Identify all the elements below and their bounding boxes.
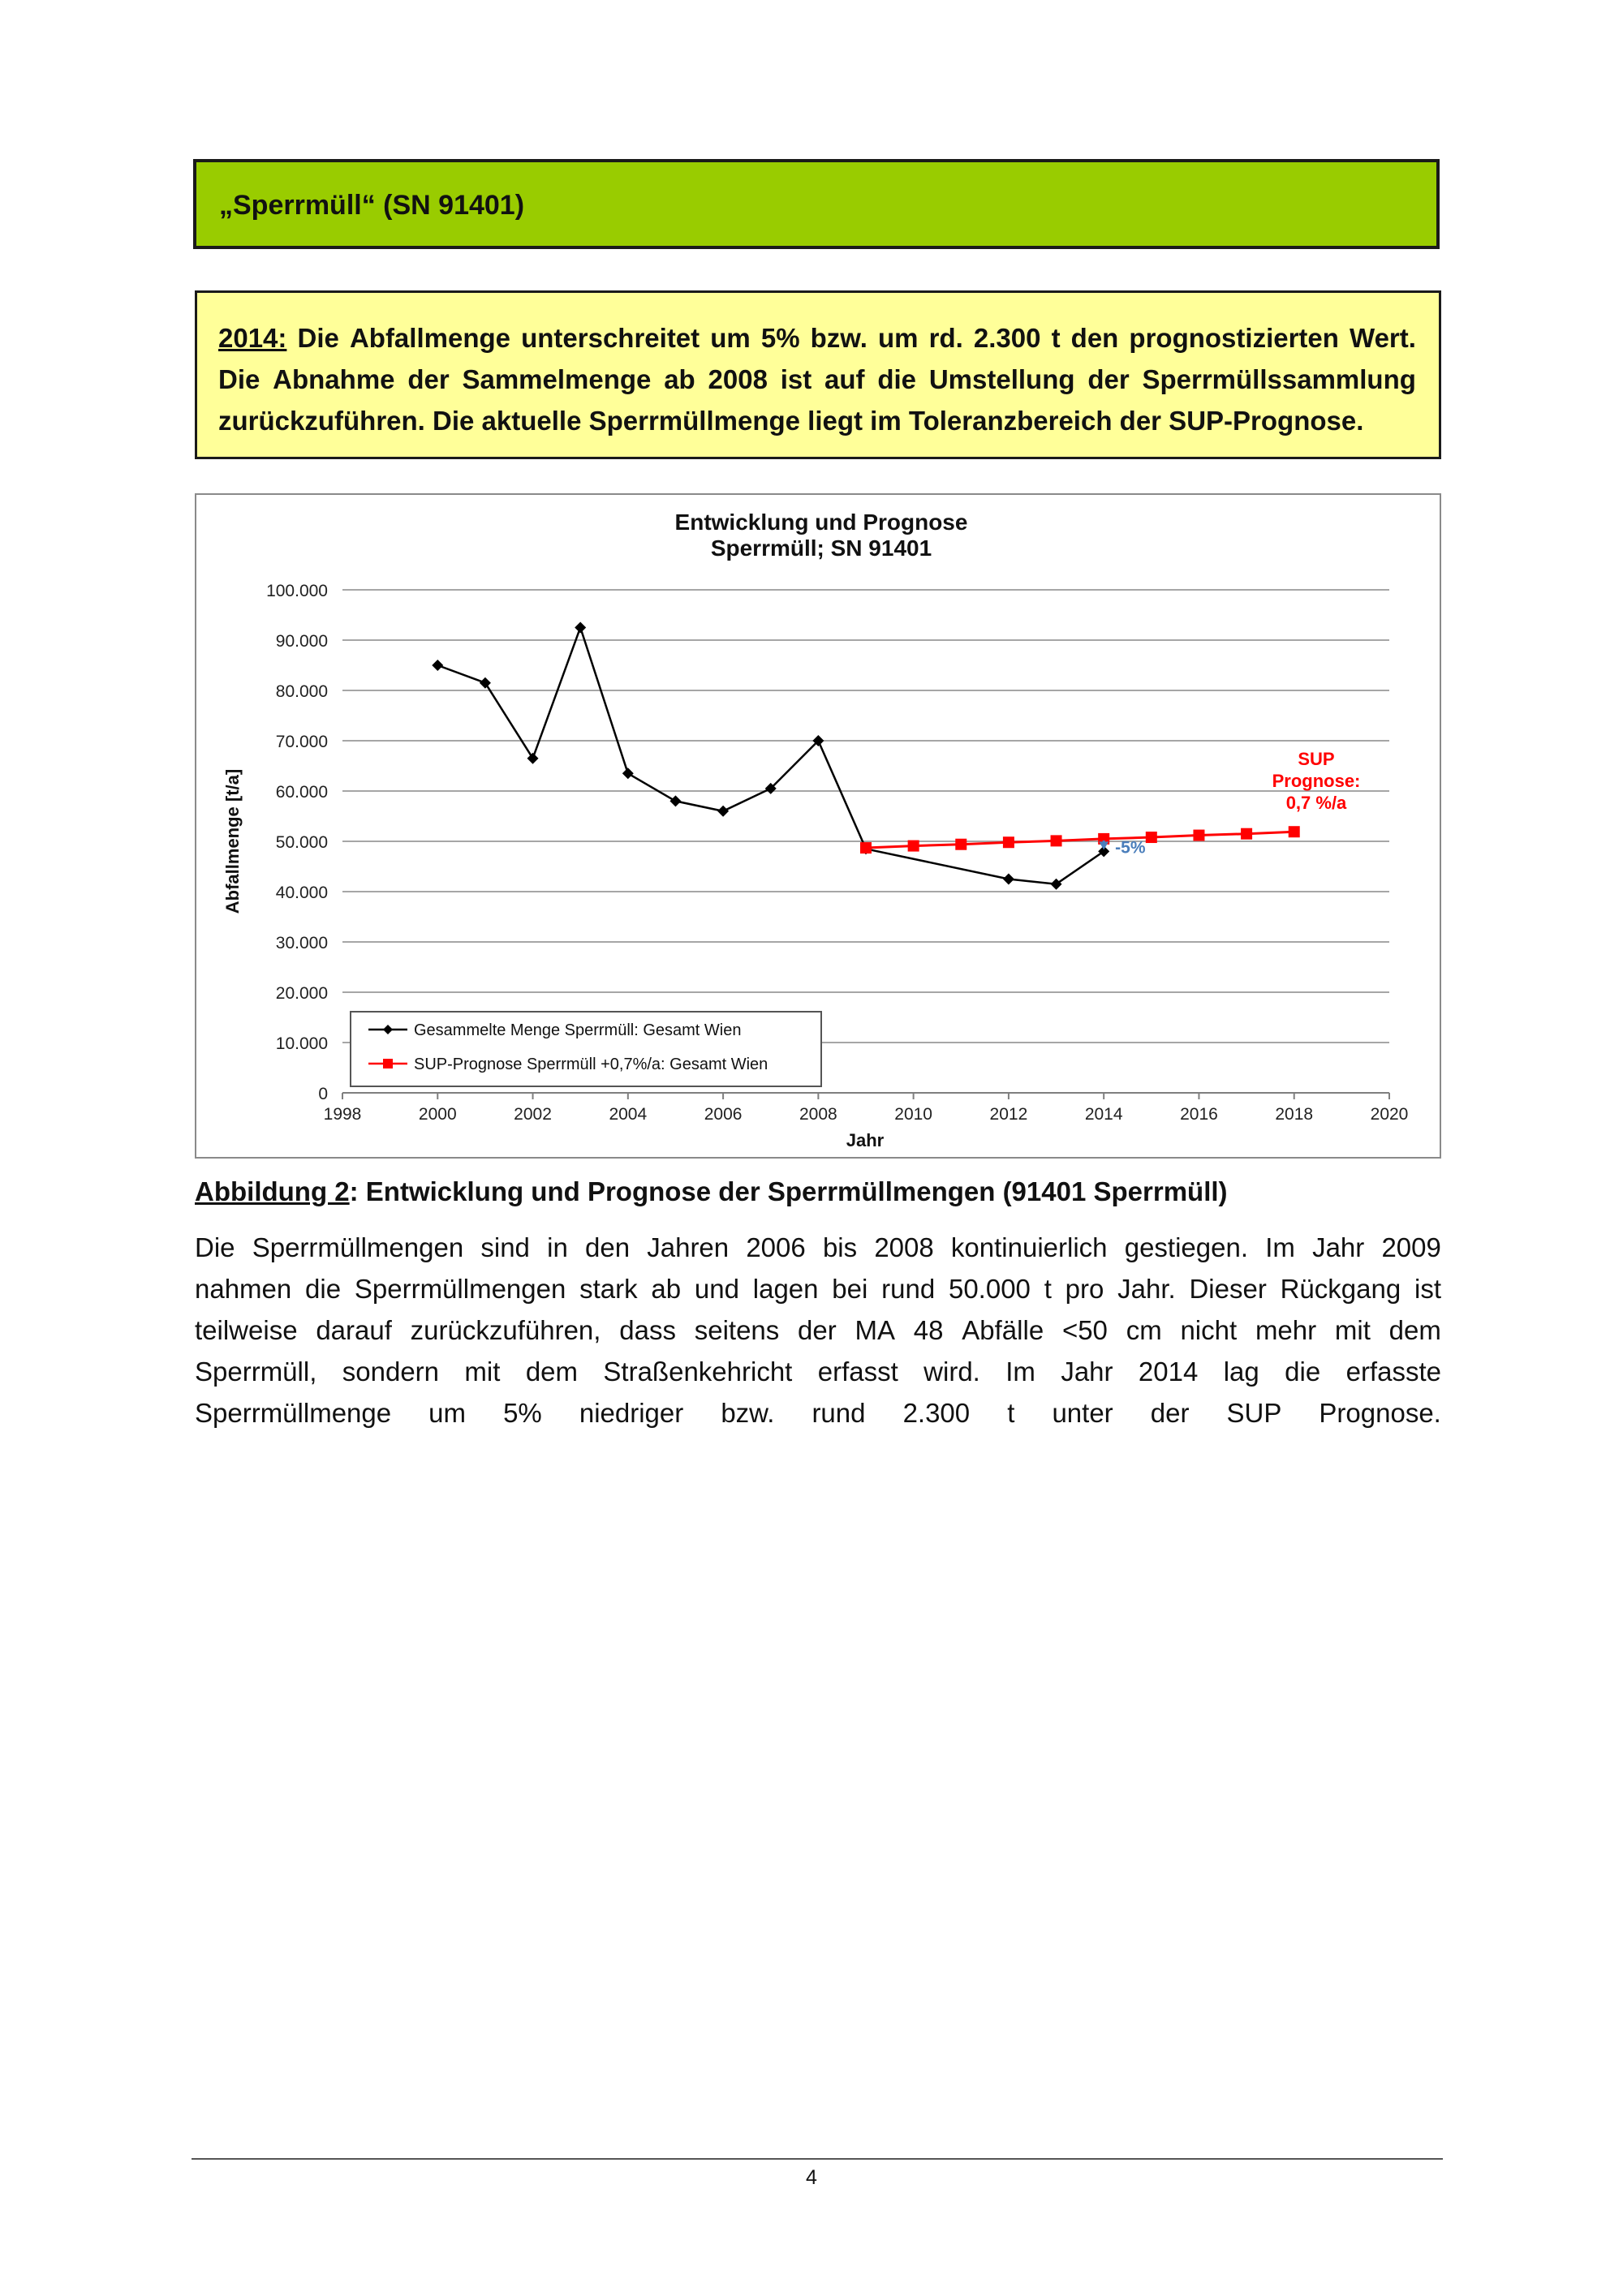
figure-caption-text: : Entwicklung und Prognose der Sperrmüllmengen (91401 Sperrmüll) [349,1176,1228,1206]
word: MA [855,1315,896,1345]
summary-line-1 [218,317,1416,359]
data-point-forecast [860,842,872,853]
data-point-collected [622,767,634,779]
word: rd. [928,323,963,353]
word: <50 [1061,1315,1108,1345]
y-tick-label: 70.000 [275,733,328,751]
data-point-forecast [1146,832,1157,843]
word: Abfallmenge [349,323,510,353]
data-point-collected [1051,879,1062,890]
x-tick-label: 2016 [1180,1105,1218,1124]
x-tick-label: 2000 [418,1105,457,1124]
word: 2008 [708,364,768,394]
y-tick-label: 50.000 [275,833,328,852]
body-line-1 [195,1227,1441,1268]
word: ab [664,364,695,394]
delta-annotation: -5% [1115,838,1146,858]
word: bzw. [721,1398,775,1428]
word: rund [881,1274,936,1304]
word: 5% [760,323,800,353]
word: der [407,364,450,394]
word: dem [1388,1315,1441,1345]
data-point-forecast [1051,835,1062,846]
word: um [428,1398,467,1428]
y-tick-label: 10.000 [275,1034,328,1053]
sup-annotation-line: SUP [1298,749,1335,769]
sup-annotation-line: 0,7 %/a [1285,793,1347,813]
word: 2014 [1138,1357,1199,1387]
section-header-box [193,159,1440,249]
data-point-forecast [955,839,966,850]
chart-container [195,493,1441,1159]
x-axis-title: Jahr [846,1130,885,1150]
word: der [798,1315,837,1345]
data-point-forecast [1241,828,1252,840]
y-axis-title: Abfallmenge [t/a] [222,768,243,914]
word: unter [1052,1398,1113,1428]
summary-line-2 [218,359,1416,400]
data-point-forecast [1003,836,1014,848]
word: stark [579,1274,638,1304]
x-tick-label: 2018 [1275,1105,1314,1124]
word: um [710,323,751,353]
word: Sperrmüllmenge [195,1398,392,1428]
word: t [1007,1398,1015,1428]
data-point-collected [1003,874,1014,885]
word: dass [619,1315,676,1345]
x-tick-label: 2014 [1084,1105,1123,1124]
word: 2006 [746,1232,806,1262]
x-tick-label: 2004 [609,1105,648,1124]
word: den [584,1232,631,1262]
word: mit [464,1357,501,1387]
word: der [1087,364,1130,394]
delta-arrow-head [1099,841,1109,849]
y-tick-label: 0 [318,1085,328,1103]
sup-annotation-line: Prognose: [1272,771,1361,791]
body-line-2 [195,1268,1441,1309]
word: wird. [923,1357,980,1387]
word: Im [1005,1357,1035,1387]
word: darauf [316,1315,392,1345]
legend-label: SUP-Prognose Sperrmüll +0,7%/a: Gesamt Wien [414,1056,768,1073]
x-tick-label: 2008 [799,1105,837,1124]
word: sondern [342,1357,440,1387]
y-tick-label: 30.000 [275,934,328,952]
word: mit [1334,1315,1371,1345]
word: Sperrmüllmengen [252,1232,464,1262]
chart-title-line: Entwicklung und Prognose [674,510,968,535]
word: der [1150,1398,1190,1428]
word: Abnahme [273,364,395,394]
word: Straßenkehricht [603,1357,793,1387]
y-tick-label: 40.000 [275,884,328,902]
word: lag [1223,1357,1259,1387]
data-point-collected [575,622,586,634]
word: ist [1414,1274,1441,1304]
word: Die [297,323,339,353]
word: Sperrmüllssammlung [1142,364,1416,394]
word: Prognose. [1319,1398,1441,1428]
data-point-collected [480,677,491,689]
body-line-4 [195,1351,1441,1392]
word: nicht [1180,1315,1238,1345]
figure-caption [195,1176,1228,1207]
data-point-forecast [1289,826,1300,837]
word: 2.300 [973,323,1041,353]
waste-trend-chart [196,495,1440,1157]
body-line-3 [195,1309,1441,1351]
y-tick-label: 60.000 [275,783,328,802]
word: Jahren [647,1232,730,1262]
series-line [866,832,1294,848]
word: prognostizierten [1129,323,1339,353]
data-point-forecast [1193,830,1204,841]
word: rund [812,1398,866,1428]
word: und [694,1274,739,1304]
word: 2.300 [902,1398,971,1428]
word: ab [651,1274,682,1304]
x-tick-label: 1998 [323,1105,362,1124]
word: Rückgang [1280,1274,1401,1304]
body-paragraph [195,1227,1441,1434]
legend-label: Gesammelte Menge Sperrmüll: Gesamt Wien [414,1021,742,1039]
y-tick-label: 90.000 [275,632,328,651]
word: SUP [1226,1398,1282,1428]
word: den [1070,323,1119,353]
word: auf [824,364,865,394]
word: bis [822,1232,858,1262]
word: in [547,1232,568,1262]
word: t [1044,1274,1052,1304]
word: pro [1065,1274,1104,1304]
word: 5% [503,1398,542,1428]
word: kontinuierlich [950,1232,1108,1262]
word: Umstellung [928,364,1075,394]
word: Jahr. [1117,1274,1176,1304]
x-tick-label: 2006 [704,1105,743,1124]
word: Jahr [1312,1232,1365,1262]
word: 2009 [1381,1232,1441,1262]
y-tick-label: 80.000 [275,682,328,701]
word: erfasste [1345,1357,1441,1387]
word: zurückzuführen, [410,1315,601,1345]
summary-box [195,290,1441,459]
word: seitens [694,1315,780,1345]
y-tick-label: 20.000 [275,984,328,1003]
word: um [878,323,919,353]
data-point-collected [432,660,443,671]
word: bzw. [810,323,867,353]
word: Jahr [1061,1357,1113,1387]
word: sind [480,1232,530,1262]
legend-marker [383,1059,393,1068]
data-point-collected [527,753,539,764]
word: die [877,364,917,394]
word: Im [1265,1232,1295,1262]
chart-title-line: Sperrmüll; SN 91401 [710,535,932,561]
summary-year-label: 2014: [218,323,287,353]
section-title: „Sperrmüll“ (SN 91401) [219,190,525,221]
page-number: 4 [806,2166,817,2189]
word: 2008 [874,1232,934,1262]
word: die [305,1274,342,1304]
word: Die [218,364,260,394]
footer-rule [192,2158,1443,2160]
x-tick-label: 2002 [514,1105,552,1124]
word: Wert. [1350,323,1416,353]
x-tick-label: 2012 [989,1105,1028,1124]
word: gestiegen. [1124,1232,1249,1262]
word: Sammelmenge [462,364,652,394]
word: die [1285,1357,1321,1387]
word: nahmen [195,1274,292,1304]
word: dem [525,1357,579,1387]
body-line-5 [195,1392,1441,1434]
word: Sperrmüll, [195,1357,317,1387]
word: Abfälle [962,1315,1044,1345]
word: niedriger [579,1398,684,1428]
word: Dieser [1189,1274,1267,1304]
word: Die [195,1232,235,1262]
word: t [1051,323,1061,353]
x-tick-label: 2010 [894,1105,932,1124]
word: erfasst [817,1357,898,1387]
data-point-collected [717,806,729,817]
word: Sperrmüllmengen [354,1274,566,1304]
word: lagen [752,1274,819,1304]
word: bei [832,1274,868,1304]
word: mehr [1255,1315,1317,1345]
y-tick-label: 100.000 [266,582,328,600]
data-point-collected [669,795,681,806]
summary-line-3: zurückzuführen. Die aktuelle Sperrmüllmenge liegt im Toleranzbereich der SUP-Prognose. [218,406,1364,436]
word: ist [780,364,812,394]
figure-caption-label: Abbildung 2 [195,1176,350,1206]
word: unterschreitet [521,323,700,353]
word: teilweise [195,1315,298,1345]
data-point-forecast [908,841,919,852]
word: cm [1126,1315,1162,1345]
word: 48 [913,1315,944,1345]
x-tick-label: 2020 [1370,1105,1409,1124]
word: 50.000 [948,1274,1031,1304]
